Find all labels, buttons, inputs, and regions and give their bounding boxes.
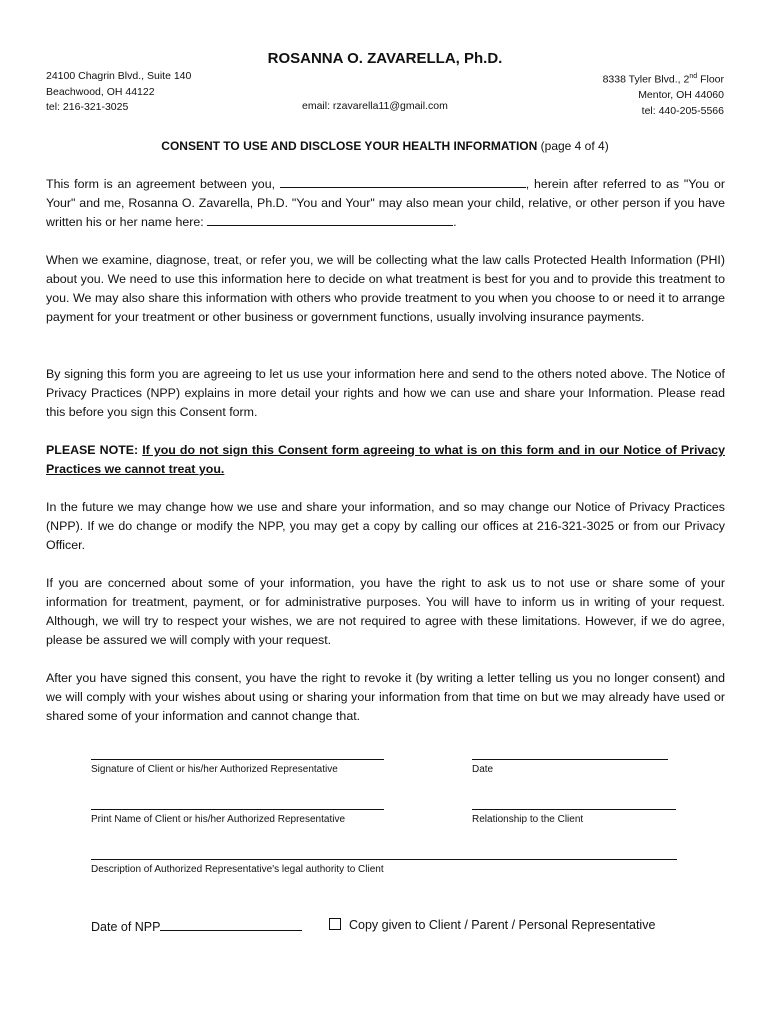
other-person-name-field[interactable] (207, 213, 453, 226)
date-line[interactable] (472, 759, 668, 760)
please-note-label: PLEASE NOTE: (46, 443, 143, 457)
description-label: Description of Authorized Representative's legal authority to Client (91, 864, 384, 875)
concern-paragraph: If you are concerned about some of your information, you have the right to ask us to not use or share some of your information for treatment, payment, or for administrative purposes. You will have to inform us in writing of your request. Although, we will try to respect your wishes, we are not required to agree with these limitations. However, if we do agree, please be assured we will comply with your request. (46, 576, 725, 647)
form-heading-title: CONSENT TO USE AND DISCLOSE YOUR HEALTH INFORMATION (161, 139, 538, 153)
intro-text-2: , herein after referred to as "You or Your" and me, Rosanna O. Zavarella, Ph.D. "You and Your" may also mean your child, relative, or other person if you have written his or her name here: (46, 177, 725, 229)
form-page-number: (page 4 of 4) (537, 139, 609, 153)
date-label: Date (472, 764, 494, 775)
revoke-paragraph: After you have signed this consent, you have the right to revoke it (by writing a letter telling us you no longer consent) and we will comply with your wishes about using or sharing your information from that time on but we may already have used or shared some of your information and cannot change that. (46, 671, 725, 723)
intro-paragraph (46, 175, 725, 232)
date-of-npp-field[interactable] (160, 918, 302, 931)
copy-given (329, 918, 655, 932)
right-address-line3: tel: 440-205-5566 (641, 104, 724, 117)
client-name-field[interactable] (280, 175, 526, 188)
date-of-npp-label: Date of NPP (91, 920, 161, 934)
doctor-name-title: ROSANNA O. ZAVARELLA, Ph.D. (267, 50, 503, 67)
signing-paragraph: By signing this form you are agreeing to let us use your information here and send to the others noted above. The Notice of Privacy Practices (NPP) explains in more detail your rights and how we can use and share your Information. Please read this before you sign this Consent form. (46, 367, 725, 419)
left-address-line3: tel: 216-321-3025 (46, 101, 129, 113)
right-address-line1 (603, 69, 724, 88)
floor-ordinal: nd (689, 73, 698, 80)
form-heading (0, 139, 770, 153)
right-address-line2: Mentor, OH 44060 (638, 89, 724, 101)
please-note-text: If you do not sign this Consent form agreeing to what is on this form and in our Notice of Privacy Practices we cannot treat you. (46, 443, 725, 476)
signature-label: Signature of Client or his/her Authorized Representative (91, 764, 338, 775)
please-note-paragraph (46, 441, 725, 479)
left-address-line1: 24100 Chagrin Blvd., Suite 140 (46, 70, 192, 82)
left-address-line2: Beachwood, OH 44122 (46, 85, 155, 98)
print-name-label: Print Name of Client or his/her Authorized Representative (91, 814, 346, 825)
date-of-npp (91, 918, 302, 934)
intro-text-3: . (453, 215, 457, 229)
relationship-line[interactable] (472, 809, 676, 810)
future-changes-paragraph: In the future we may change how we use and share your information, and so may change our Notice of Privacy Practices (NPP). If we do change or modify the NPP, you may get a copy by calling our offices at 216-321-3025 or from our Privacy Officer. (46, 500, 725, 552)
description-line[interactable] (91, 859, 677, 860)
intro-text-1: This form is an agreement between you, (46, 177, 280, 191)
phi-paragraph: When we examine, diagnose, treat, or refer you, we will be collecting what the law calls Protected Health Information (PHI) about you. We need to use this information here to decide on what treatment is best for you and to provide this treatment to you. We may also share this information with others who provide treatment to you when you choose to or need it to arrange payment for your treatment or other business or government functions, usually involving insurance payments. (46, 253, 725, 324)
email-address: email: rzavarella11@gmail.com (302, 100, 448, 112)
right-address-street: 8338 Tyler Blvd., 2 (602, 73, 690, 86)
left-address (46, 69, 191, 116)
relationship-label: Relationship to the Client (472, 814, 584, 825)
copy-given-label: Copy given to Client / Parent / Personal Representative (349, 918, 656, 932)
signature-line[interactable] (91, 759, 384, 760)
copy-given-checkbox[interactable] (329, 918, 341, 930)
right-address-floor: Floor (697, 73, 724, 86)
print-name-line[interactable] (91, 809, 384, 810)
right-address (603, 69, 724, 119)
